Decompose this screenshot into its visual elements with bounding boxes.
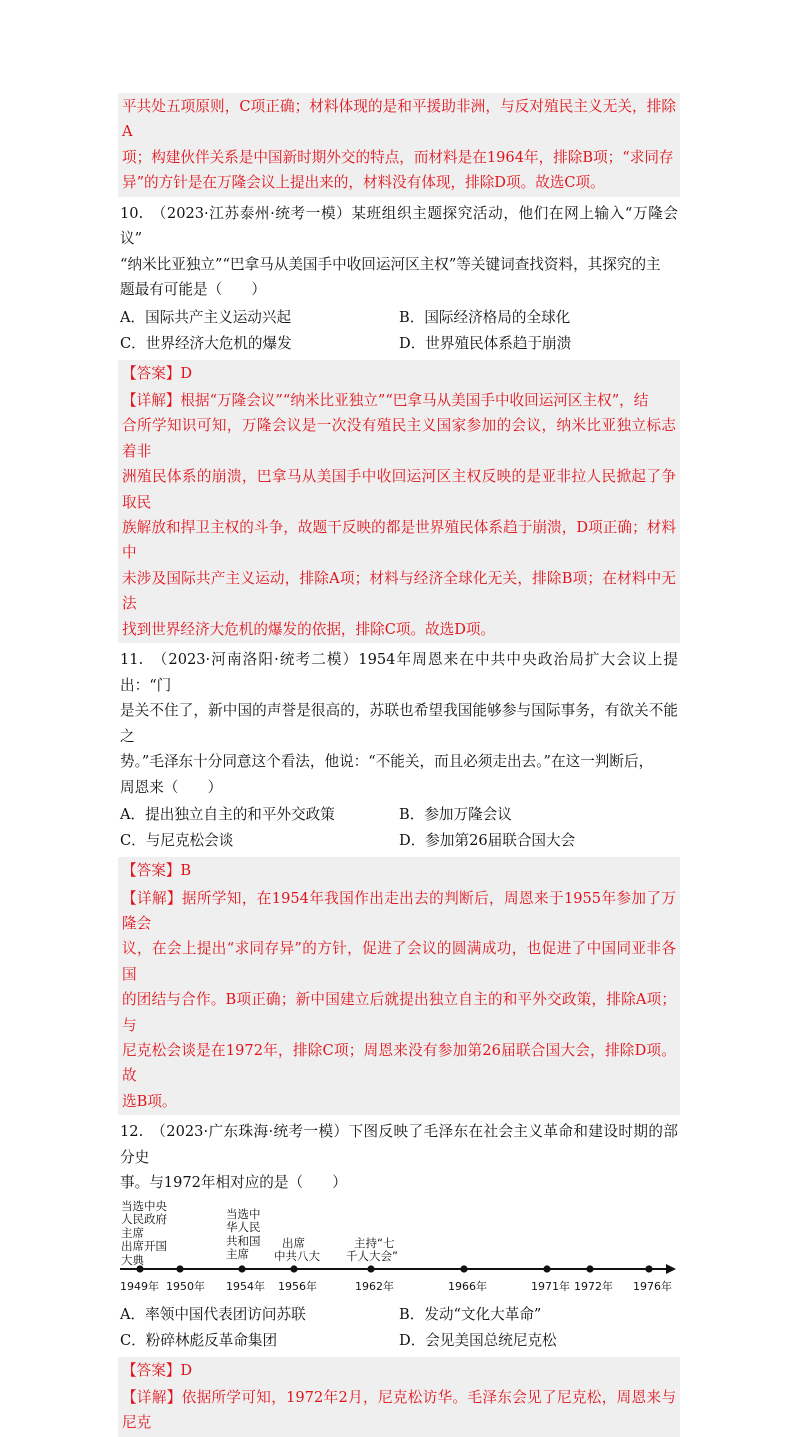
option-b: B．国际经济格局的全球化	[399, 308, 571, 326]
mao-timeline-diagram	[118, 1200, 680, 1300]
text-line: 是关不住了，新中国的声誉是很高的，苏联也希望我国能够参与国际事务，有欲关不能之	[120, 702, 678, 745]
timeline-year-label: 1950年	[166, 1279, 205, 1293]
text-line: 选B项。	[122, 1092, 177, 1110]
timeline-dot-1972	[586, 1265, 593, 1272]
option-c: C．世界经济大危机的爆发	[120, 334, 292, 352]
q12-stem	[118, 1119, 680, 1196]
document-page	[118, 93, 680, 1437]
option-a: A．提出独立自主的和平外交政策	[120, 806, 335, 824]
text-line: 【详解】根据“万隆会议”“纳米比亚独立”“巴拿马从美国手中收回运河区主权”，结	[122, 392, 649, 410]
text-line: 的团结与合作。B项正确；新中国建立后就提出独立自主的和平外交政策，排除A项；与	[122, 991, 676, 1034]
q12-explanation	[118, 1384, 680, 1437]
text-line: 12. （2023·广东珠海·统考一模）下图反映了毛泽东在社会主义革命和建设时期的部分史	[120, 1123, 678, 1166]
q12-options	[118, 1302, 680, 1354]
text-line: 周恩来（ ）	[120, 778, 223, 796]
text-line: 议，在会上提出“求同存异”的方针，促进了会议的圆满成功，也促进了中国同亚非各国	[122, 940, 676, 983]
option-d: D．世界殖民体系趋于崩溃	[399, 334, 572, 352]
q12-answer	[118, 1357, 680, 1384]
text-line: 洲殖民体系的崩溃，巴拿马从美国手中收回运河区主权反映的是亚非拉人民掀起了争取民	[122, 468, 676, 511]
timeline-event-1954: 当选中 华人民 共和国 主席	[226, 1206, 261, 1262]
timeline-dot-1956	[290, 1265, 297, 1272]
q9-explanation	[118, 93, 680, 197]
text-line: 未涉及国际共产主义运动，排除A项；材料与经济全球化无关，排除B项；在材料中无法	[122, 569, 676, 613]
option-c: C．与尼克松会谈	[120, 832, 234, 850]
timeline-event-1956: 出席 中共八大	[274, 1235, 320, 1264]
q10-options	[118, 305, 680, 357]
q10-explanation	[118, 387, 680, 643]
q11-stem	[118, 647, 680, 800]
answer-line: 【答案】D	[122, 1361, 193, 1379]
text-line: 项；构建伙伴关系是中国新时期外交的特点，而材料是在1964年，排除B项；“求同存	[122, 148, 674, 166]
text-line: 势。”毛泽东十分同意这个看法，他说：“不能关，而且必须走出去。”在这一判断后，	[120, 753, 654, 771]
q10-answer	[118, 360, 680, 387]
text-line: 找到世界经济大危机的爆发的依据，排除C项。故选D项。	[122, 620, 496, 638]
q11-explanation	[118, 885, 680, 1116]
answer-line: 【答案】B	[122, 862, 192, 880]
text-line: 10. （2023·江苏泰州·统考一模）某班组织主题探究活动，他们在网上输入“万隆会议”	[120, 204, 678, 248]
text-line: 11. （2023·河南洛阳·统考二模）1954年周恩来在中共中央政治局扩大会议上提出：“门	[120, 651, 678, 694]
option-b: B．参加万隆会议	[399, 806, 512, 824]
timeline-dot-1954	[238, 1265, 245, 1272]
q11-answer	[118, 857, 680, 884]
text-line: 族解放和捍卫主权的斗争，故题干反映的都是世界殖民体系趋于崩溃，D项正确；材料中	[122, 519, 676, 562]
timeline-dot-1950	[176, 1265, 183, 1272]
timeline-event-1962: 主持“七 千人大会”	[346, 1235, 398, 1264]
timeline-dot-1966	[460, 1265, 467, 1272]
option-a: A．率领中国代表团访问苏联	[120, 1305, 306, 1323]
timeline-dot-1976	[645, 1265, 652, 1272]
timeline-year-label: 1949年	[120, 1279, 159, 1293]
timeline-dot-1962	[367, 1265, 374, 1272]
timeline-year-label: 1962年	[355, 1279, 394, 1293]
timeline-year-label: 1966年	[448, 1279, 487, 1293]
text-line: 异”的方针是在万隆会议上提出来的，材料没有体现，排除D项。故选C项。	[122, 174, 605, 192]
timeline-year-label: 1976年	[633, 1279, 672, 1293]
timeline-event-1949: 当选中央 人民政府 主席 出席开国 大典	[121, 1198, 167, 1267]
answer-line: 【答案】D	[122, 364, 193, 382]
option-c: C．粉碎林彪反革命集团	[120, 1331, 278, 1349]
option-d: D．参加第26届联合国大会	[399, 832, 576, 850]
timeline-year-label: 1956年	[278, 1279, 317, 1293]
text-line: 合所学知识可知，万隆会议是一次没有殖民主义国家参加的会议，纳米比亚独立标志着非	[122, 417, 676, 460]
text-line: 平共处五项原则，C项正确；材料体现的是和平援助非洲，与反对殖民主义无关，排除A	[122, 98, 676, 141]
timeline-year-label: 1972年	[574, 1279, 613, 1293]
text-line: 事。与1972年相对应的是（ ）	[120, 1174, 347, 1192]
text-line: 尼克松会谈是在1972年，排除C项；周恩来没有参加第26届联合国大会，排除D项。故	[122, 1041, 676, 1085]
option-d: D．会见美国总统尼克松	[399, 1331, 557, 1349]
text-line: 题最有可能是（ ）	[120, 281, 266, 299]
option-b: B．发动“文化大革命”	[399, 1305, 542, 1323]
timeline-arrowhead	[666, 1264, 676, 1274]
option-a: A．国际共产主义运动兴起	[120, 308, 292, 326]
timeline-year-label: 1971年	[531, 1279, 570, 1293]
timeline-year-label: 1954年	[226, 1279, 265, 1293]
timeline-dot-1971	[543, 1265, 550, 1272]
q10-stem	[118, 201, 680, 303]
text-line: “纳米比亚独立”“巴拿马从美国手中收回运河区主权”等关键词查找资料，其探究的主	[120, 255, 661, 273]
q11-options	[118, 802, 680, 854]
text-line: 【详解】据所学知，在1954年我国作出走出去的判断后，周恩来于1955年参加了万隆会	[122, 889, 676, 932]
text-line: 【详解】依据所学可知，1972年2月，尼克松访华。毛泽东会见了尼克松，周恩来与尼克	[122, 1389, 676, 1432]
